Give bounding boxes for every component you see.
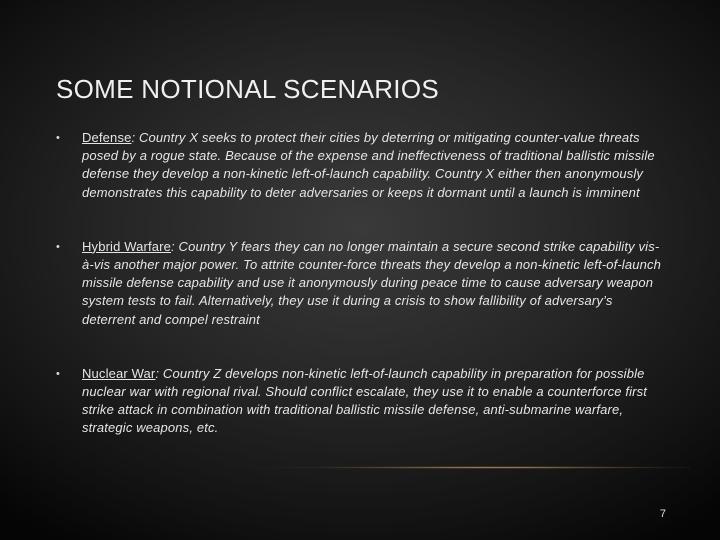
bullet-text: : Country Y fears they can no longer maintain a secure second strike capability vis-à-vis another major power. To attrite counter-force threats they develop a non-kinetic left-of-launch missile defense capability and use it anonymously during peace time to cause adversary weapon system tests to fail. Alternatively, they use it during a crisis to show fallibility of adversary’s deterrent and compel restraint	[82, 238, 662, 327]
bullet-icon: •	[56, 132, 61, 144]
decorative-glow-divider	[170, 466, 690, 469]
bullet-item-hybrid-warfare	[56, 238, 668, 329]
bullet-icon: •	[56, 240, 61, 253]
bullet-term: Defense	[82, 130, 132, 145]
bullet-text: : Country X seeks to protect their cities by deterring or mitigating counter-value threats posed by a rogue state. Because of the expense and ineffectiveness of traditional ballistic missile defense they develop a non-kinetic left-of-launch capability. Country X either then anonymously demonstrates this capability to deter adversaries or keeps it dormant until a launch is imminent	[82, 130, 655, 200]
slide-title: SOME NOTIONAL SCENARIOS	[56, 74, 439, 104]
page-number: 7	[659, 508, 666, 520]
bullet-item-nuclear-war	[56, 365, 668, 438]
bullet-list	[56, 129, 668, 438]
bullet-term: Nuclear War	[82, 365, 156, 381]
bullet-item-defense	[56, 129, 668, 202]
bullet-term: Hybrid Warfare	[82, 238, 172, 254]
bullet-icon: •	[56, 367, 61, 380]
bullet-text: : Country Z develops non-kinetic left-of-launch capability in preparation for possible nuclear war with regional rival. Should conflict escalate, they use it to enable a counterforce first strike attack in combination with traditional ballistic missile defense, anti-submarine warfare, strategic weapons, etc.	[82, 365, 648, 436]
